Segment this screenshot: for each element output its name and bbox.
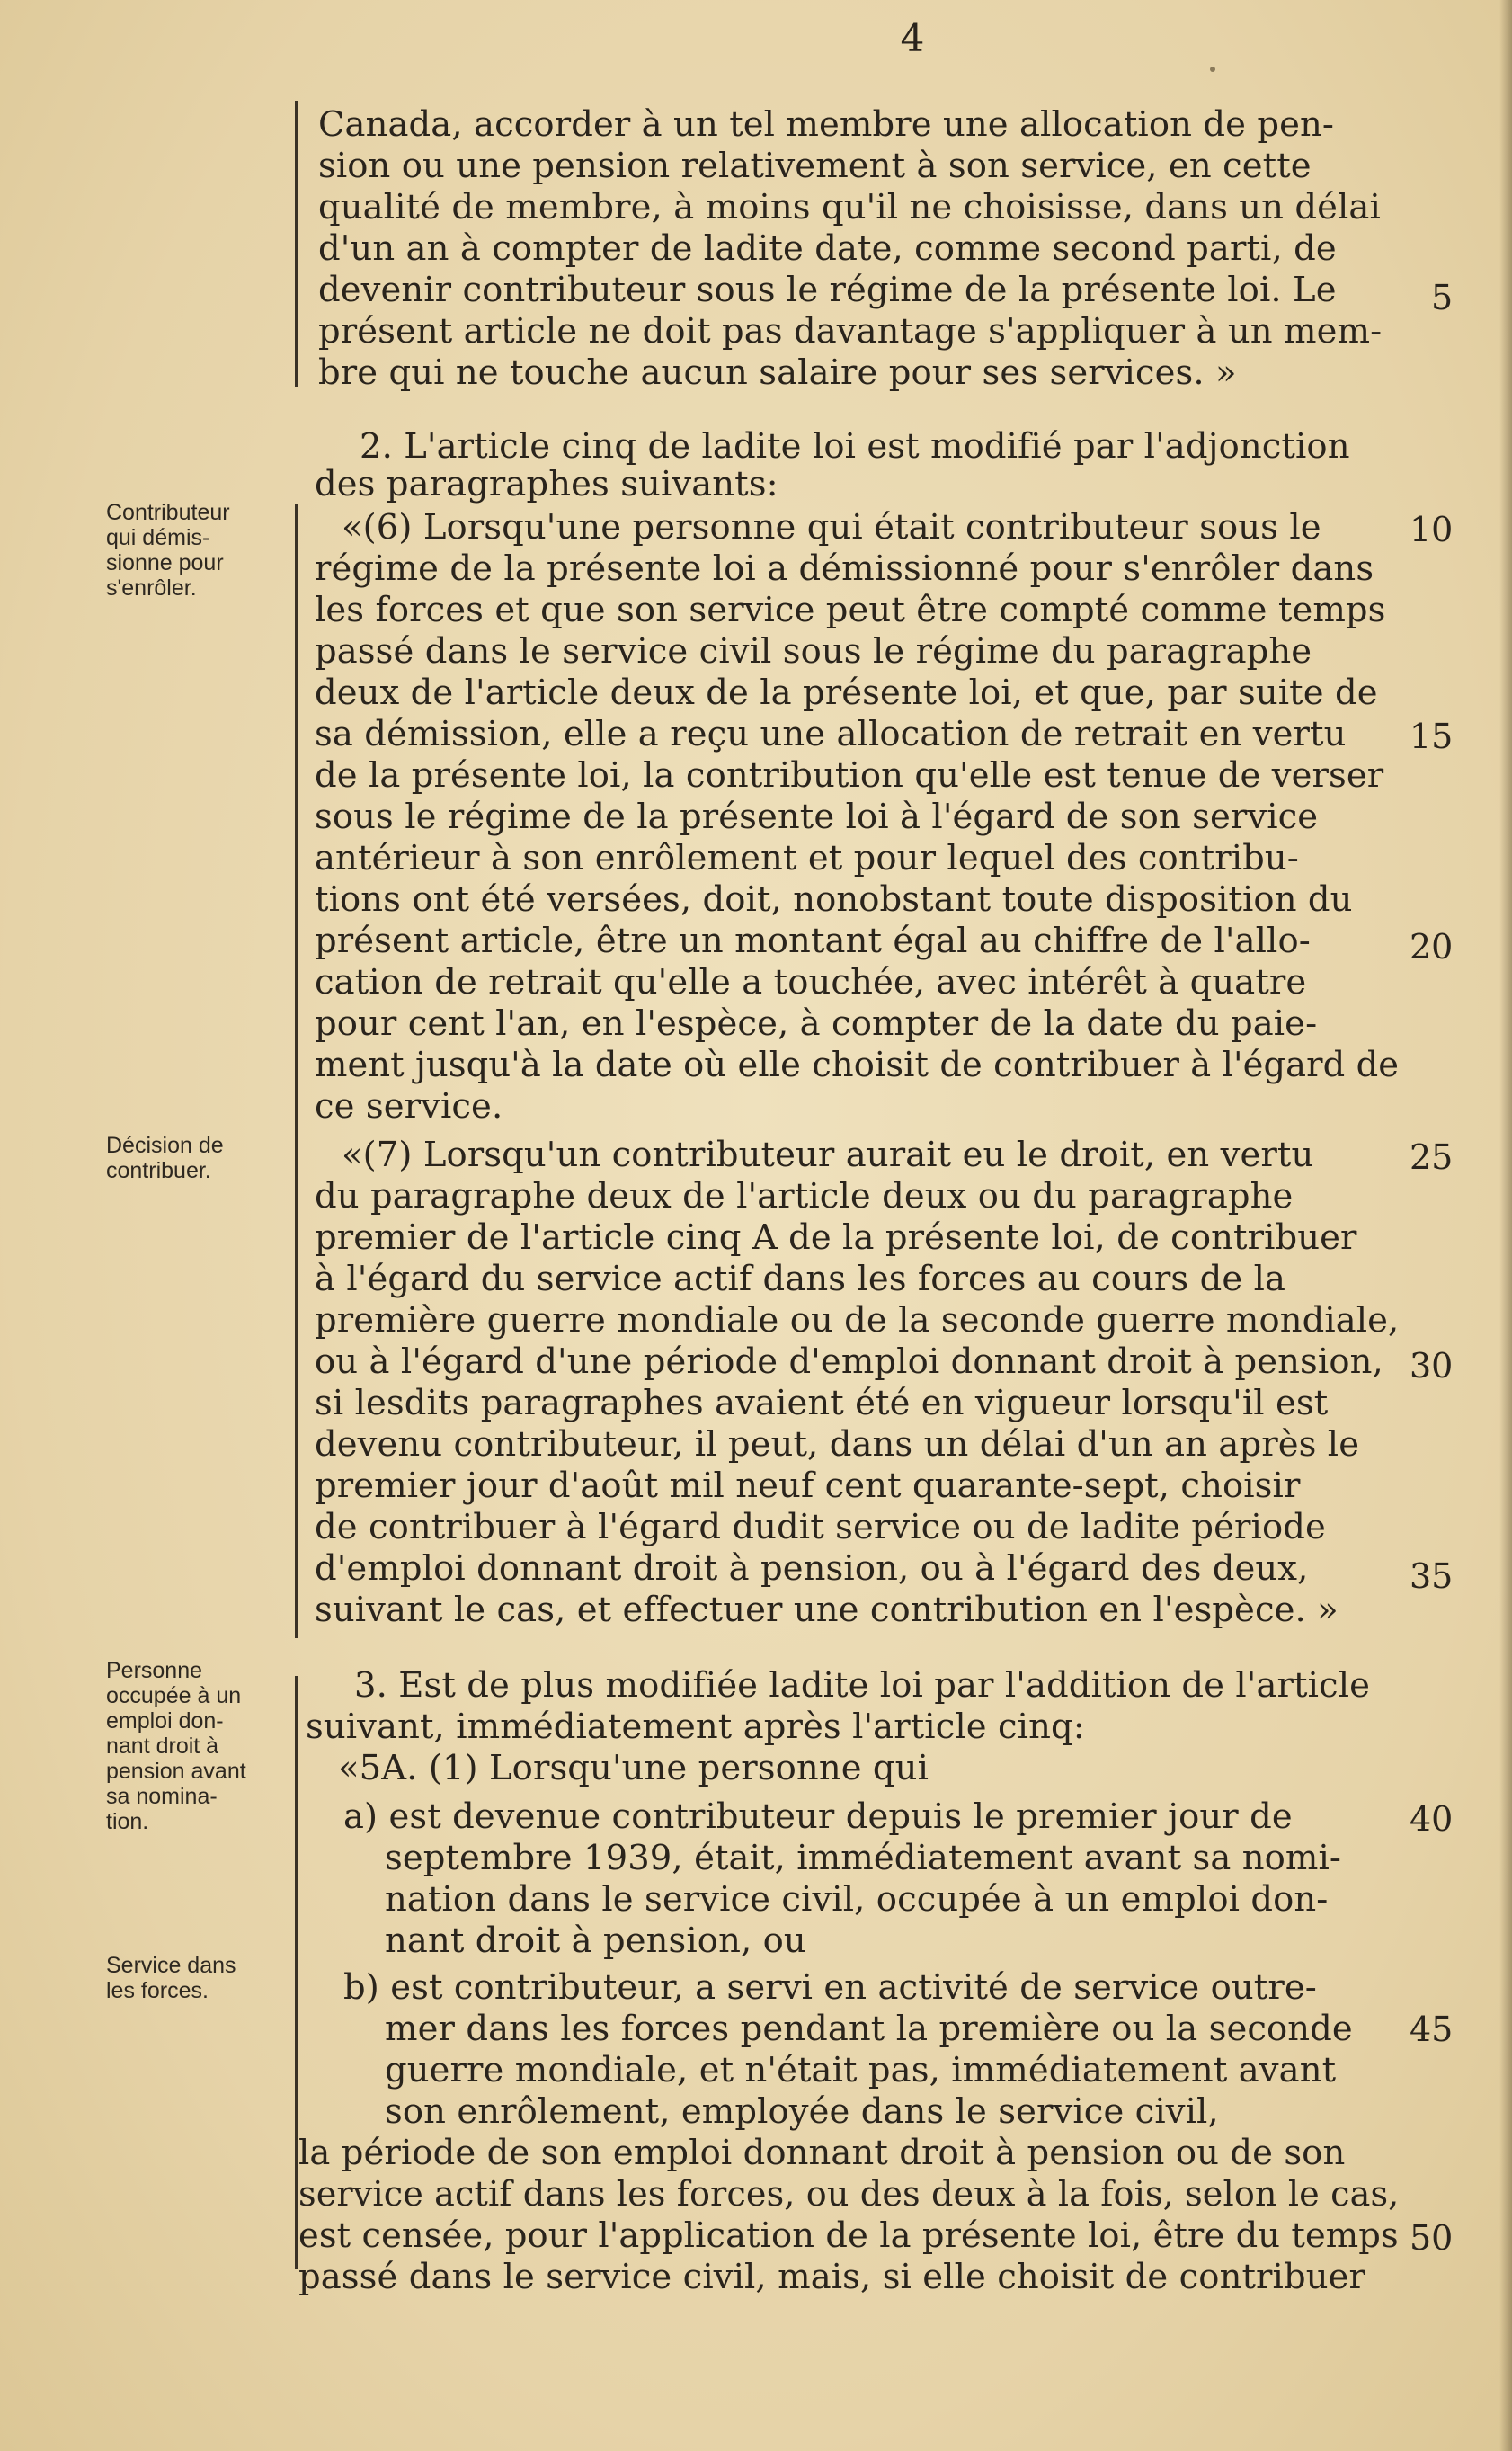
margin-rule-3 (295, 1676, 298, 2269)
text-line: nant droit à pension, ou (385, 1921, 806, 1961)
margin-note-line: Contributeur (106, 500, 230, 525)
line-number: 5 (1431, 278, 1454, 317)
text-line: suivant le cas, et effectuer une contribution en l'espèce. » (315, 1590, 1339, 1630)
text-line: septembre 1939, était, immédiatement avant sa nomi- (385, 1838, 1342, 1878)
line-number: 10 (1410, 510, 1454, 549)
text-line: sa démission, elle a reçu une allocation de retrait en vertu (315, 714, 1347, 754)
text-line: sion ou une pension relativement à son service, en cette (318, 146, 1312, 186)
margin-note-line: qui démis- (106, 525, 210, 550)
text-line: la période de son emploi donnant droit à pension ou de son (298, 2133, 1346, 2173)
margin-note-1 (106, 500, 295, 601)
text-line: son enrôlement, employée dans le service civil, (385, 2091, 1219, 2132)
text-line: première guerre mondiale ou de la seconde guerre mondiale, (315, 1300, 1400, 1341)
margin-note-line: Personne (106, 1658, 203, 1683)
text-line: ou à l'égard d'une période d'emploi donnant droit à pension, (315, 1341, 1383, 1382)
line-number: 15 (1410, 717, 1454, 756)
text-line: régime de la présente loi a démissionné pour s'enrôler dans (315, 548, 1374, 589)
text-line: ce service. (315, 1086, 503, 1127)
text-line: présent article ne doit pas davantage s'appliquer à un mem- (318, 311, 1383, 352)
text-line: «(6) Lorsqu'une personne qui était contributeur sous le (342, 507, 1321, 548)
margin-note-line: pension avant (106, 1759, 246, 1784)
text-line: b) est contributeur, a servi en activité de service outre- (343, 1967, 1317, 2008)
text-line: de la présente loi, la contribution qu'elle est tenue de verser (315, 755, 1384, 796)
text-line: est censée, pour l'application de la présente loi, être du temps (298, 2215, 1399, 2256)
text-line: guerre mondiale, et n'était pas, immédiatement avant (385, 2050, 1337, 2090)
text-line: à l'égard du service actif dans les forces au cours de la (315, 1259, 1286, 1299)
text-line: sous le régime de la présente loi à l'égard de son service (315, 797, 1319, 837)
margin-note-line: sa nomina- (106, 1784, 218, 1809)
text-line: 3. Est de plus modifiée ladite loi par l'addition de l'article (354, 1665, 1370, 1706)
margin-note-3 (106, 1658, 295, 1834)
text-line: d'un an à compter de ladite date, comme second parti, de (318, 228, 1337, 269)
text-line: d'emploi donnant droit à pension, ou à l'égard des deux, (315, 1548, 1309, 1589)
text-line: qualité de membre, à moins qu'il ne choisisse, dans un délai (318, 187, 1381, 227)
line-number: 20 (1410, 927, 1454, 967)
text-line: antérieur à son enrôlement et pour lequel des contribu- (315, 838, 1299, 878)
margin-note-line: Décision de (106, 1133, 224, 1158)
text-line: pour cent l'an, en l'espèce, à compter de la date du paie- (315, 1003, 1318, 1044)
margin-note-2 (106, 1133, 295, 1183)
text-line: si lesdits paragraphes avaient été en vigueur lorsqu'il est (315, 1383, 1329, 1423)
text-line: de contribuer à l'égard dudit service ou de ladite période (315, 1507, 1326, 1547)
text-line: Canada, accorder à un tel membre une allocation de pen- (318, 104, 1334, 145)
page-number: 4 (900, 16, 925, 60)
text-line: des paragraphes suivants: (315, 464, 778, 504)
text-line: passé dans le service civil, mais, si elle choisit de contribuer (298, 2257, 1365, 2297)
text-line: premier de l'article cinq A de la présente loi, de contribuer (315, 1217, 1357, 1258)
margin-note-line: s'enrôler. (106, 575, 197, 601)
text-line: premier jour d'août mil neuf cent quarante-sept, choisir (315, 1466, 1301, 1506)
text-line: a) est devenue contributeur depuis le premier jour de (343, 1796, 1293, 1837)
text-line: bre qui ne touche aucun salaire pour ses services. » (318, 352, 1237, 393)
margin-note-4 (106, 1953, 295, 2003)
text-line: service actif dans les forces, ou des deux à la fois, selon le cas, (298, 2174, 1400, 2215)
margin-note-line: occupée à un (106, 1683, 242, 1708)
line-number: 30 (1410, 1346, 1454, 1386)
margin-note-line: contribuer. (106, 1158, 211, 1183)
text-line: mer dans les forces pendant la première ou la seconde (385, 2009, 1353, 2049)
margin-rule-1 (295, 101, 298, 387)
text-line: devenir contributeur sous le régime de la présente loi. Le (318, 270, 1337, 310)
text-line: suivant, immédiatement après l'article cinq: (306, 1707, 1085, 1747)
text-line: cation de retrait qu'elle a touchée, avec intérêt à quatre (315, 962, 1307, 1003)
text-line: «(7) Lorsqu'un contributeur aurait eu le droit, en vertu (342, 1135, 1314, 1175)
speck (1210, 67, 1215, 72)
text-line: tions ont été versées, doit, nonobstant toute disposition du (315, 879, 1353, 920)
margin-note-line: les forces. (106, 1978, 209, 2003)
margin-note-line: nant droit à (106, 1734, 219, 1759)
line-number: 45 (1410, 2010, 1454, 2049)
margin-note-line: Service dans (106, 1953, 236, 1978)
line-number: 50 (1410, 2218, 1454, 2258)
text-line: passé dans le service civil sous le régime du paragraphe (315, 631, 1312, 672)
line-number: 40 (1410, 1799, 1454, 1839)
margin-rule-2 (295, 504, 298, 1638)
margin-note-line: emploi don- (106, 1708, 224, 1734)
text-line: présent article, être un montant égal au chiffre de l'allo- (315, 921, 1311, 961)
margin-note-line: tion. (106, 1809, 149, 1834)
text-line: ment jusqu'à la date où elle choisit de contribuer à l'égard de (315, 1045, 1400, 1085)
line-number: 25 (1410, 1137, 1454, 1177)
text-line: les forces et que son service peut être compté comme temps (315, 590, 1386, 630)
text-line: 2. L'article cinq de ladite loi est modifié par l'adjonction (360, 426, 1350, 467)
text-line: devenu contributeur, il peut, dans un délai d'un an après le (315, 1424, 1360, 1465)
margin-note-line: sionne pour (106, 550, 224, 575)
text-line: «5A. (1) Lorsqu'une personne qui (338, 1748, 929, 1788)
text-line: du paragraphe deux de l'article deux ou du paragraphe (315, 1176, 1294, 1217)
text-line: deux de l'article deux de la présente loi, et que, par suite de (315, 673, 1378, 713)
line-number: 35 (1410, 1556, 1454, 1596)
text-line: nation dans le service civil, occupée à un emploi don- (385, 1879, 1329, 1920)
